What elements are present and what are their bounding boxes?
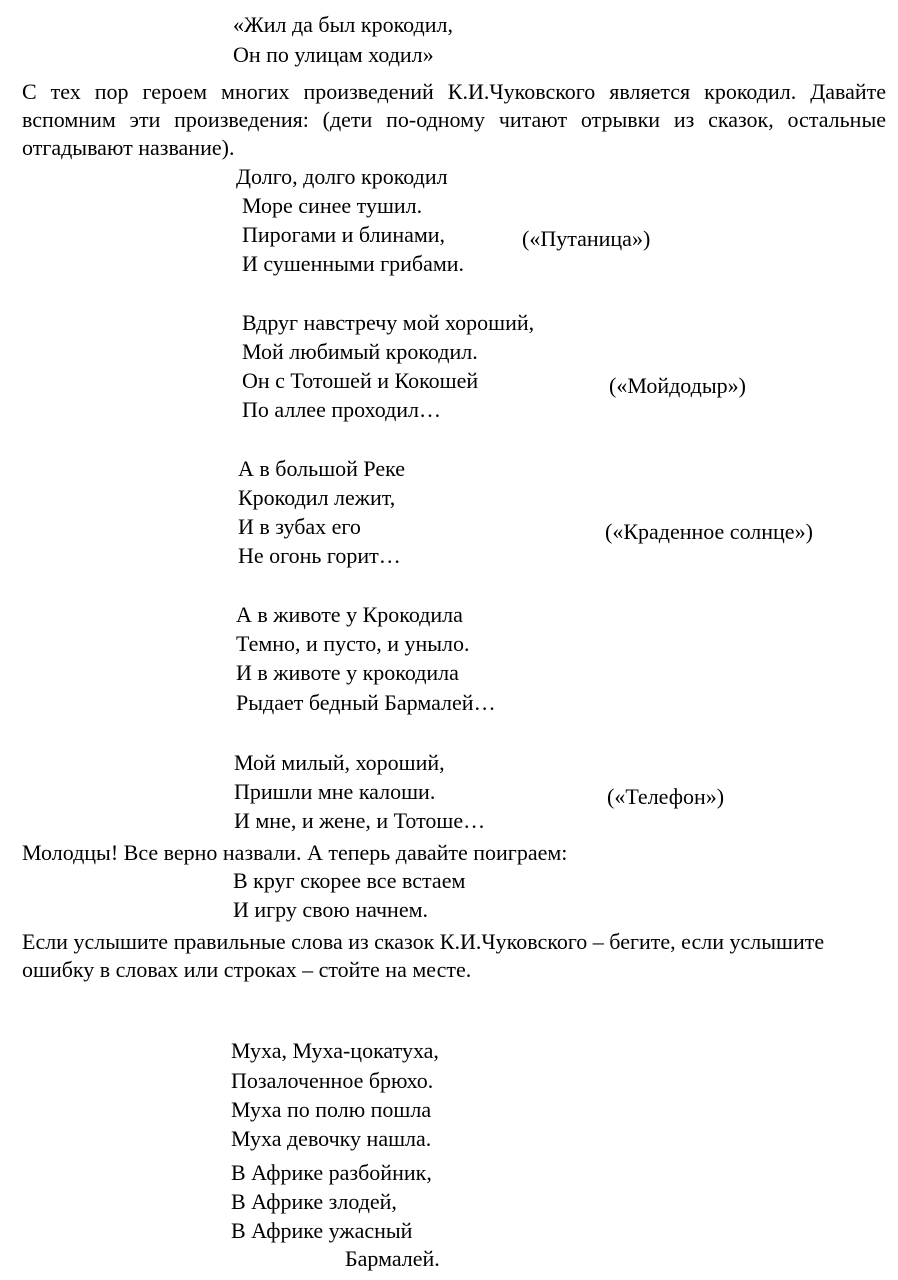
praise-line: Молодцы! Все верно назвали. А теперь давайте поиграем:: [22, 840, 568, 865]
verse-line: Вдруг навстречу мой хороший,: [242, 310, 535, 335]
verse-line: Он с Тотошей и Кокошей: [242, 368, 479, 393]
verse-line: Долго, долго крокодил: [236, 164, 448, 189]
verse-line: И мне, и жене, и Тотоше…: [234, 808, 486, 833]
verse-line: Муха девочку нашла.: [231, 1126, 432, 1151]
verse-line: Мой милый, хороший,: [234, 750, 445, 775]
verse-line: Море синее тушил.: [242, 193, 423, 218]
verse-line: Муха, Муха-цокатуха,: [231, 1038, 439, 1063]
game-verse-line: И игру свою начнем.: [233, 897, 429, 922]
verse-line: И в животе у крокодила: [236, 660, 459, 685]
verse-line: По аллее проходил…: [242, 397, 442, 422]
game-verse-line: В круг скорее все встаем: [233, 868, 466, 893]
verse-line: Позалоченное брюхо.: [231, 1068, 434, 1093]
verse-line: Пришли мне калоши.: [234, 779, 436, 804]
verse-line: В Африке злодей,: [231, 1189, 397, 1214]
verse-line: Не огонь горит…: [238, 543, 401, 568]
verse-line: И сушенными грибами.: [242, 251, 465, 276]
verse-line: А в большой Реке: [238, 456, 406, 481]
verse-line: Пирогами и блинами,: [242, 222, 446, 247]
verse-line: Бармалей.: [345, 1246, 440, 1271]
verse-line: Крокодил лежит,: [238, 485, 396, 510]
verse-answer: («Краденное солнце»): [605, 519, 813, 544]
verse-line: И в зубах его: [238, 514, 361, 539]
verse-line: А в животе у Крокодила: [236, 602, 463, 627]
verse-line: В Африке разбойник,: [231, 1160, 432, 1185]
verse-answer: («Мойдодыр»): [609, 373, 746, 398]
verse-answer: («Путаница»): [522, 226, 651, 251]
verse-line: Рыдает бедный Бармалей…: [236, 690, 496, 715]
verse-line: Темно, и пусто, и уныло.: [236, 631, 470, 656]
verse-line: В Африке ужасный: [231, 1218, 413, 1243]
intro-paragraph: С тех пор героем многих произведений К.И.Чуковского является крокодил. Давайте вспомним эти произведения: (дети по-одному читают отрывки из сказок, остальные отгадывают название).: [22, 79, 886, 160]
game-rules-paragraph: Если услышите правильные слова из сказок К.И.Чуковского – бегите, если услышите ошибку в словах или строках – стойте на месте.: [22, 929, 825, 982]
verse-line: Муха по полю пошла: [231, 1097, 432, 1122]
verse-line: Мой любимый крокодил.: [242, 339, 478, 364]
intro-poem-line: Он по улицам ходил»: [233, 42, 434, 67]
verse-answer: («Телефон»): [607, 784, 725, 809]
intro-poem-line: «Жил да был крокодил,: [233, 12, 453, 37]
